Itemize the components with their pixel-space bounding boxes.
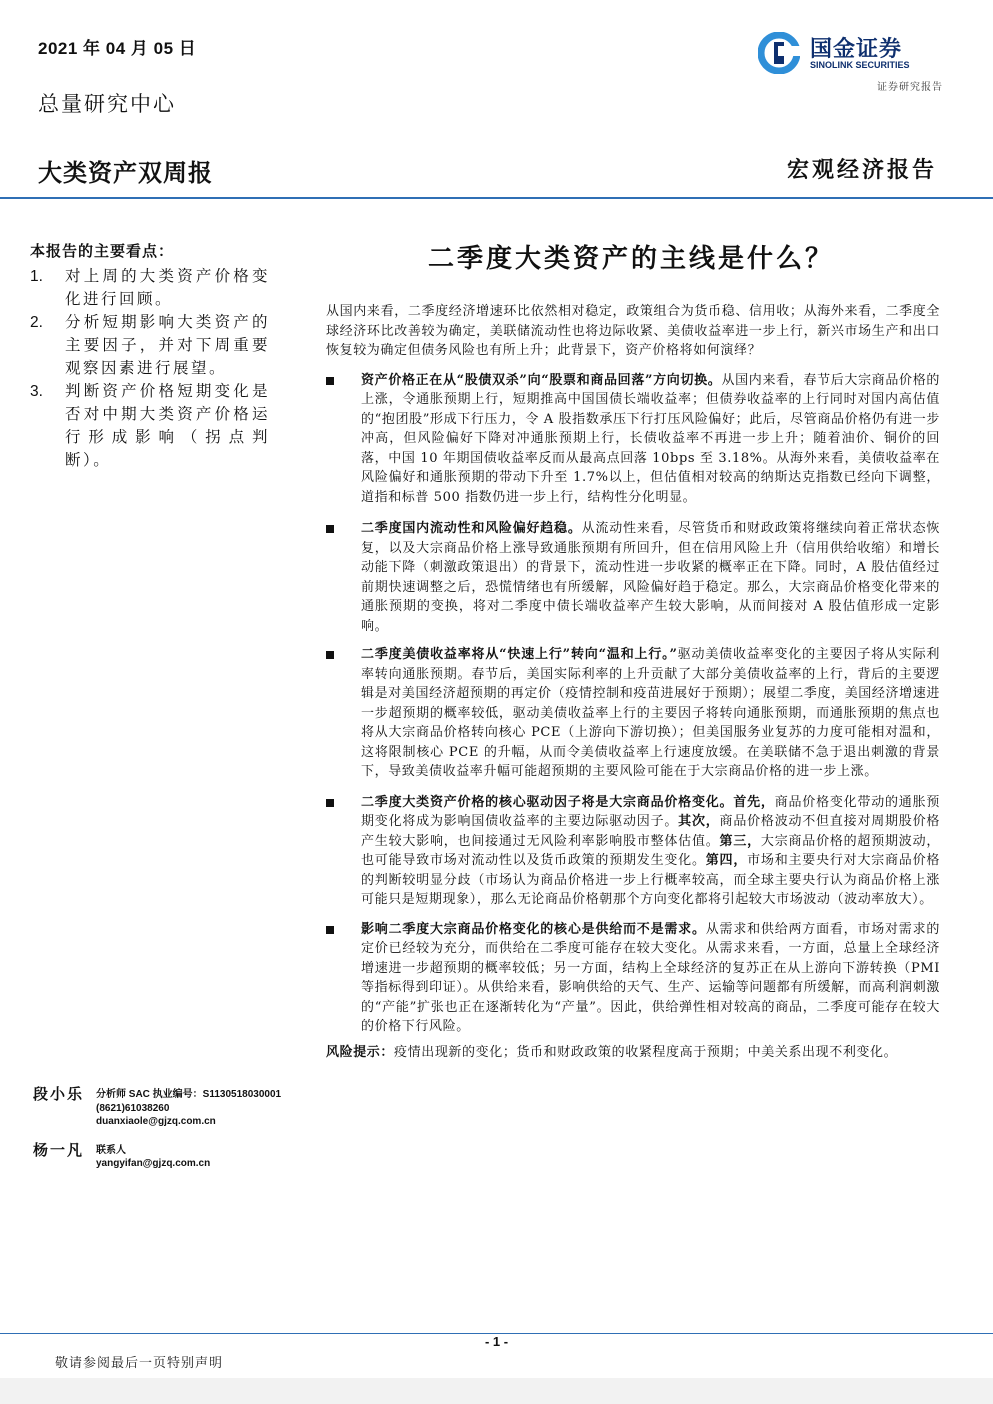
square-bullet-icon [326, 525, 334, 533]
bullet-lead: 二季度国内流动性和风险偏好趋稳。 [361, 521, 582, 536]
key-point-text: 判断资产价格短期变化是否对中期大类资产价格运行形成影响（拐点判断）。 [65, 382, 270, 469]
logo-en-text: SINOLINK SECURITIES [810, 60, 910, 70]
logo-mark-icon [758, 32, 800, 74]
square-bullet-icon [326, 926, 334, 934]
header-divider [0, 197, 993, 199]
intro-paragraph: 从国内来看，二季度经济增速环比依然相对稳定，政策组合为货币稳、信用收；从海外来看，二季度全球经济环比改善较为确定，美联储流动性也将边际收紧、美债收益率进一步上行，新兴市场生产和出口恢复较为确定但债务风险也有所上升；此背景下，资产价格将如何演绎？ [326, 304, 940, 358]
risk-label: 风险提示： [326, 1044, 395, 1060]
bullet-point [326, 920, 940, 1037]
key-point-number: 2. [30, 314, 43, 331]
key-points-list [30, 265, 270, 472]
bullet-sub-lead: 首先， [733, 794, 775, 810]
author-role: 分析师 SAC 执业编号：S1130518030001 [96, 1089, 282, 1100]
bullet-body: 商品价格波动不但直接对周期股价格产生较大影响，也间接通过无风险利率影响股市整体估值。 [361, 814, 940, 849]
bullet-point [326, 371, 940, 508]
department-name: 总量研究中心 [38, 92, 176, 116]
bullet-sub-lead: 第三， [719, 833, 761, 849]
report-series-title: 大类资产双周报 [38, 160, 213, 187]
author-phone: (8621)61038260 [96, 1102, 170, 1114]
risk-text: 疫情出现新的变化；货币和财政政策的收紧程度高于预期；中美关系出现不利变化。 [394, 1044, 898, 1060]
square-bullet-icon [326, 651, 334, 659]
bullet-body: 驱动美债收益率变化的主要因子将从实际利率转向通胀预期。春节后，美国实际利率的上升贡献了大部分美债收益率的上行，背后的主要逻辑是对美国经济超预期的再定价（疫情控制和疫苗进展好于预期）；展望二季度，美国经济增速进一步超预期的概率较低，驱动美债收益率上行的主要因子将转向通胀预期，而通胀预期的焦点也将从大宗商品价格转向核心 PCE（上游向下游切换）；但美国服务业复苏的力度可能相对温和，这将限制核心 PCE 的升幅，从而令美债收益率上行速度放缓。在美联储不急于退出刺激的背景下，导致美债收益率升幅可能超预期的主要风险可能在于大宗商品价格的进一步上涨。 [361, 647, 940, 779]
key-point-item [30, 265, 270, 311]
disclaimer-note: 敬请参阅最后一页特别声明 [55, 1356, 224, 1371]
report-main-title: 二季度大类资产的主线是什么？ [427, 244, 834, 274]
author-role: 联系人 [96, 1144, 126, 1156]
bullet-point [326, 793, 940, 910]
report-body [326, 302, 940, 1062]
bullet-lead: 二季度大类资产价格的核心驱动因子将是大宗商品价格变化。 [361, 794, 734, 810]
square-bullet-icon [326, 799, 334, 807]
author-info [96, 1083, 323, 1129]
bullet-body: 从流动性来看，尽管货币和财政政策将继续向着正常状态恢复，以及大宗商品价格上涨导致通胀预期有所回升，但在信用风险上升（信用供给收缩）和增长动能下降（刺激政策退出）的背景下，流动性进一步收紧的概率正在下降。同时，A 股估值经过前期快速调整之后，恐慌情绪也有所缓解，风险偏好趋于稳定。那么，大宗商品价格变化带来的通胀预期的变换，将对二季度中债长端收益率产生较大影响，从而间接对 A 股估值形成一定影响。 [361, 521, 940, 634]
author-block [33, 1083, 323, 1171]
logo-cn-text: 国金证券 [810, 36, 903, 61]
author-email[interactable]: yangyifan@gjzq.com.cn [96, 1158, 211, 1169]
key-point-item [30, 380, 270, 472]
bullet-point [326, 645, 940, 782]
bullet-body: 大宗商品价格的超预期波动，也可能导致市场对流动性以及货币政策的预期发生变化。 [361, 833, 940, 868]
report-type-label: 宏观经济报告 [786, 157, 937, 183]
author-name: 杨一凡 [33, 1140, 85, 1159]
key-point-text: 对上周的大类资产价格变化进行回顾。 [65, 267, 270, 308]
author-email[interactable]: duanxiaole@gjzq.com.cn [96, 1116, 216, 1127]
key-point-number: 3. [30, 383, 43, 400]
key-point-item [30, 311, 270, 380]
bullet-sub-lead: 第四， [705, 853, 748, 868]
author-info [96, 1139, 323, 1171]
key-point-text: 分析短期影响大类资产的主要因子，并对下周重要观察因素进行展望。 [65, 313, 270, 377]
bullet-lead: 二季度美债收益率将从“快速上行”转向“温和上行。” [361, 647, 678, 662]
page-number: - 1 - [484, 1334, 509, 1349]
bullet-body: 从需求和供给两方面看，市场对需求的定价已经较为充分，而供给在二季度可能存在较大变化。从需求来看，一方面，总量上全球经济增速进一步超预期的概率较低；另一方面，结构上全球经济的复苏正在从上游向下游转换（PMI 等指标得到印证）。从供给来看，影响供给的天气、生产、运输等问题都有所缓解，而高利润刺激的“产能”扩张也正在逐渐转化为“产量”。因此，供给弹性相对较高的商品，二季度可能存在较大的价格下行风险。 [361, 921, 940, 1034]
risk-warning [326, 1043, 940, 1063]
bullet-lead: 影响二季度大宗商品价格变化的核心是供给而不是需求。 [361, 921, 706, 937]
bullet-lead: 资产价格正在从“股债双杀”向“股票和商品回落”方向切换。 [361, 372, 722, 388]
key-points-sidebar [30, 240, 270, 472]
author-name: 段小乐 [33, 1085, 85, 1103]
company-logo [758, 32, 948, 80]
bullet-body: 从国内来看，春节后大宗商品价格的上涨，令通胀预期上行，短期推高中国国债长端收益率；但债券收益率的上行同时对国内高估值的“抱团股”形成下行压力，令 A 股指数承压下行打压风险偏好；此后，尽管商品价格仍有进一步冲高，但风险偏好下降对冲通胀预期上行，长债收益率不再进一步上升；随着油价、铜价的回落，中国 10 年期国债收益率反而从最高点回落 10bps 至 3.18%。从海外来看，美债收益率在风险偏好和通胀预期的带动下升至 1.7%以上，但估值相对较高的纳斯达克指数已经向下调整，道指和标普 500 指数仍进一步上行，结构性分化明显。 [361, 372, 940, 505]
key-point-number: 1. [30, 268, 43, 285]
report-date: 2021 年 04 月 05 日 [38, 39, 197, 58]
bullet-point [326, 519, 940, 636]
page-bottom-band [0, 1378, 993, 1404]
key-points-title: 本报告的主要看点： [30, 242, 175, 260]
square-bullet-icon [326, 377, 334, 385]
author-entry [33, 1139, 323, 1171]
bullet-body: 商品价格变化带动的通胀预期变化将成为影响国债收益率的主要边际驱动因子。 [361, 794, 940, 829]
bullet-sub-lead: 其次， [678, 814, 720, 829]
author-entry [33, 1083, 323, 1129]
bullet-body: 市场和主要央行对大宗商品价格的判断较明显分歧（市场认为商品价格进一步上行概率较高，而全球主要央行认为商品价格上涨可能只是短期现象），那么无论商品价格朝那个方向变化都将引起较大市场波动（波动率放大）。 [361, 853, 940, 907]
logo-subtitle: 证券研究报告 [877, 82, 943, 93]
